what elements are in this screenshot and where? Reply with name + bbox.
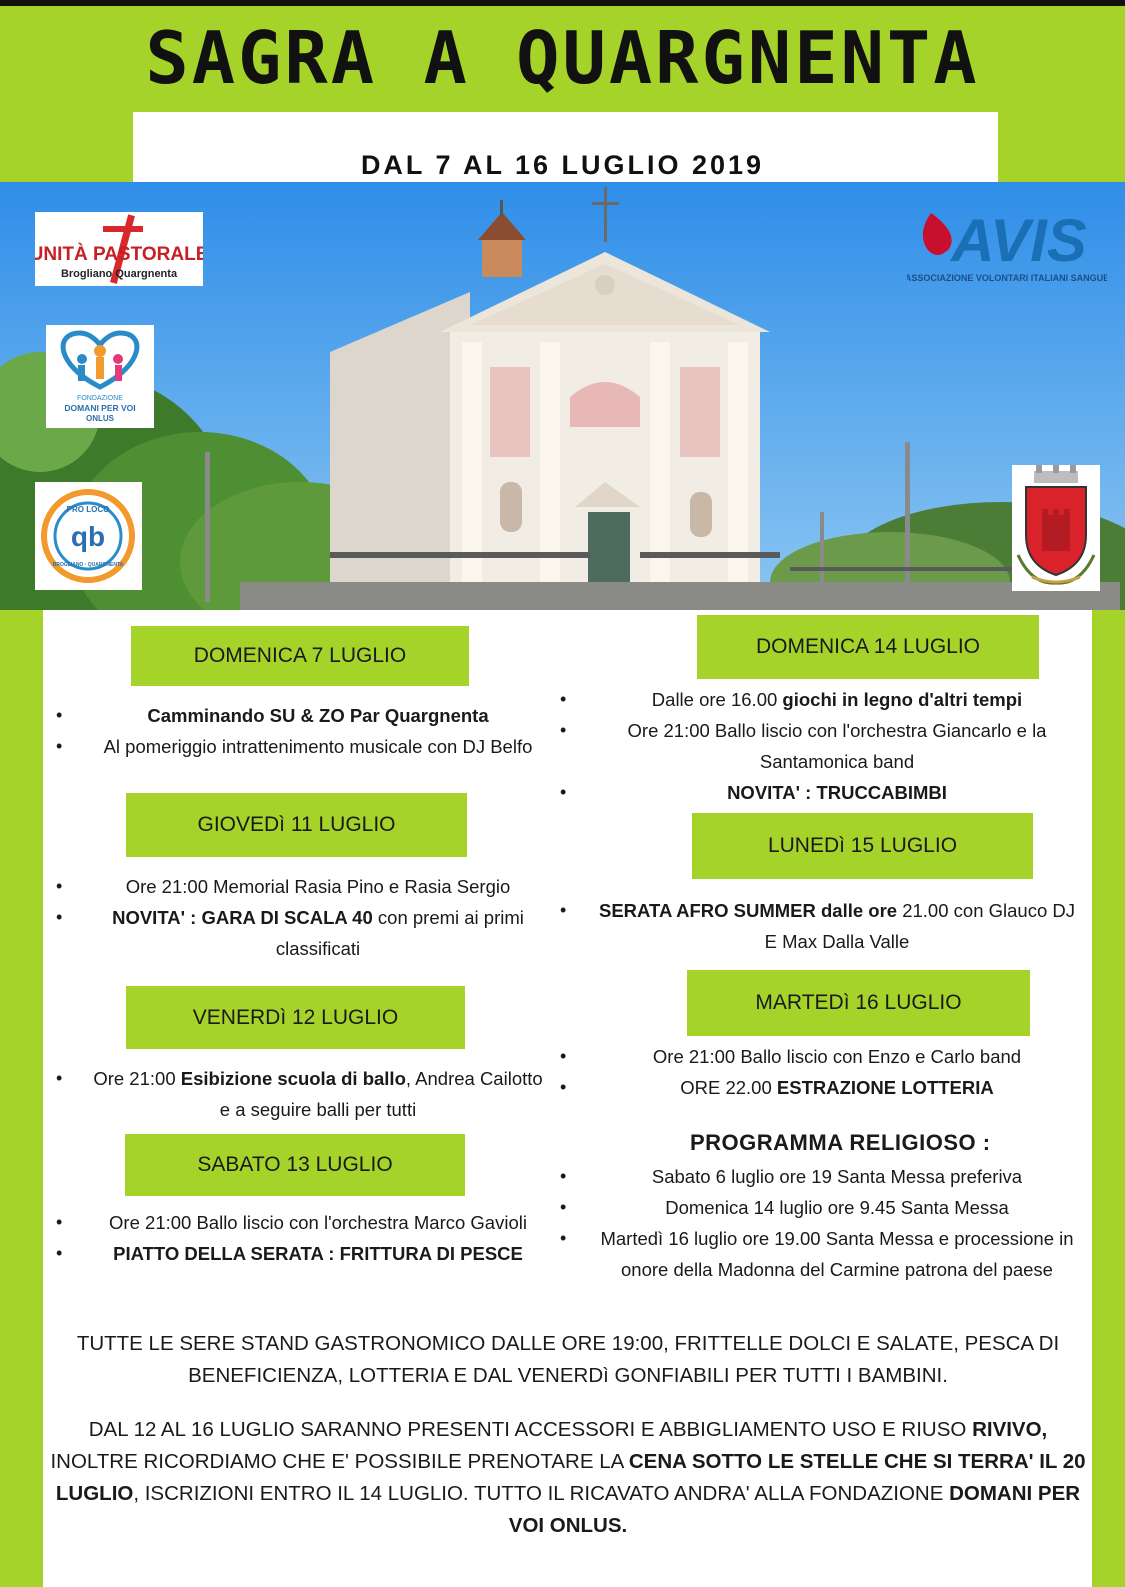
schedule-venerdi-12: [48, 1063, 548, 1125]
day-header-domenica-14: DOMENICA 14 LUGLIO: [697, 615, 1039, 679]
avis-logo-text: AVIS: [951, 207, 1087, 274]
day-header-venerdi-12: VENERDì 12 LUGLIO: [126, 986, 465, 1049]
day-header-lunedi-15: LUNEDì 15 LUGLIO: [692, 813, 1033, 879]
schedule-giovedi-11: [48, 871, 548, 964]
day-header-sabato-13: SABATO 13 LUGLIO: [125, 1134, 465, 1196]
list-item: • ORE 22.00 ESTRAZIONE LOTTERIA: [552, 1072, 1082, 1103]
proloco-top-text: PRO LOCO: [66, 505, 110, 514]
unita-pastorale-logo: [35, 212, 203, 286]
poster-title: SAGRA A QUARGNENTA: [145, 16, 980, 100]
svg-text:qb: qb: [70, 521, 106, 552]
list-item: • Martedì 16 luglio ore 19.00 Santa Messa e processione in onore della Madonna del Carmine patrona del paese: [552, 1223, 1082, 1285]
schedule-sabato-13: [48, 1207, 548, 1269]
list-item: • Ore 21:00 Esibizione scuola di ballo, Andrea Cailotto e a seguire balli per tutti: [48, 1063, 548, 1125]
event-dates: DAL 7 AL 16 LUGLIO 2019: [360, 150, 765, 180]
right-side-band: [1092, 610, 1125, 1587]
domani-logo-line1: FONDAZIONE: [77, 395, 123, 402]
list-item: • Ore 21:00 Ballo liscio con l'orchestra Giancarlo e la Santamonica band: [552, 715, 1082, 777]
domani-logo-line2: DOMANI PER VOI: [64, 403, 136, 413]
schedule-domenica-7: [48, 700, 548, 762]
list-item: • SERATA AFRO SUMMER dalle ore 21.00 con Glauco DJ E Max Dalla Valle: [552, 895, 1082, 957]
schedule-lunedi-15: [552, 895, 1082, 957]
list-item: • PIATTO DELLA SERATA : FRITTURA DI PESCE: [48, 1238, 548, 1269]
list-item: • Ore 21:00 Ballo liscio con l'orchestra Marco Gavioli: [48, 1207, 548, 1238]
avis-logo-subtext: ASSOCIAZIONE VOLONTARI ITALIANI SANGUE: [907, 273, 1107, 283]
list-item: • NOVITA' : TRUCCABIMBI: [552, 777, 1082, 808]
left-side-band: [0, 610, 43, 1587]
footer-stand-info: TUTTE LE SERE STAND GASTRONOMICO DALLE ORE 19:00, FRITTELLE DOLCI E SALATE, PESCA DI BENEFICIENZA, LOTTERIA E DAL VENERDì GONFIABILI PER TUTTI I BAMBINI.: [76, 1332, 1060, 1387]
proloco-bottom-text: BROGLIANO · QUARGNENTA: [52, 562, 124, 568]
day-header-giovedi-11: GIOVEDì 11 LUGLIO: [126, 793, 467, 857]
list-item: • Sabato 6 luglio ore 19 Santa Messa preferiva: [552, 1161, 1082, 1192]
list-item: • Domenica 14 luglio ore 9.45 Santa Messa: [552, 1192, 1082, 1223]
unita-logo-subtext: Brogliano Quargnenta: [60, 268, 178, 280]
list-item: • NOVITA' : GARA DI SCALA 40 con premi ai primi classificati: [48, 902, 548, 964]
religious-program-list: [552, 1161, 1082, 1285]
list-item: • Ore 21:00 Ballo liscio con Enzo e Carlo band: [552, 1041, 1082, 1072]
religious-program-title: PROGRAMMA RELIGIOSO :: [690, 1130, 991, 1155]
list-item: • Dalle ore 16.00 giochi in legno d'altri tempi: [552, 684, 1082, 715]
list-item: • Al pomeriggio intrattenimento musicale con DJ Belfo: [48, 731, 548, 762]
fondazione-domani-logo: [46, 325, 154, 428]
unita-logo-text: UNITÀ PASTORALE: [35, 244, 203, 265]
domani-logo-line3: ONLUS: [86, 414, 114, 423]
day-header-domenica-7: DOMENICA 7 LUGLIO: [131, 626, 469, 686]
footer-rivivo-info: DAL 12 AL 16 LUGLIO SARANNO PRESENTI ACCESSORI E ABBIGLIAMENTO USO E RIUSO RIVIVO, INOLTRE RICORDIAMO CHE E' POSSIBILE PRENOTARE LA CENA SOTTO LE STELLE CHE SI TERRA' IL 20 LUGLIO, ISCRIZIONI ENTRO IL 14 LUGLIO. TUTTO IL RICAVATO ANDRA' ALLA FONDAZIONE DOMANI PER VOI ONLUS.: [50, 1418, 1086, 1537]
avis-logo: [907, 205, 1107, 290]
pro-loco-logo: [35, 482, 142, 590]
coat-of-arms-logo: [1012, 465, 1100, 591]
list-item: • Ore 21:00 Memorial Rasia Pino e Rasia Sergio: [48, 871, 548, 902]
schedule-martedi-16: [552, 1041, 1082, 1103]
list-item: • Camminando SU & ZO Par Quargnenta: [48, 700, 548, 731]
schedule-domenica-14: [552, 684, 1082, 808]
day-header-martedi-16: MARTEDì 16 LUGLIO: [687, 970, 1030, 1036]
